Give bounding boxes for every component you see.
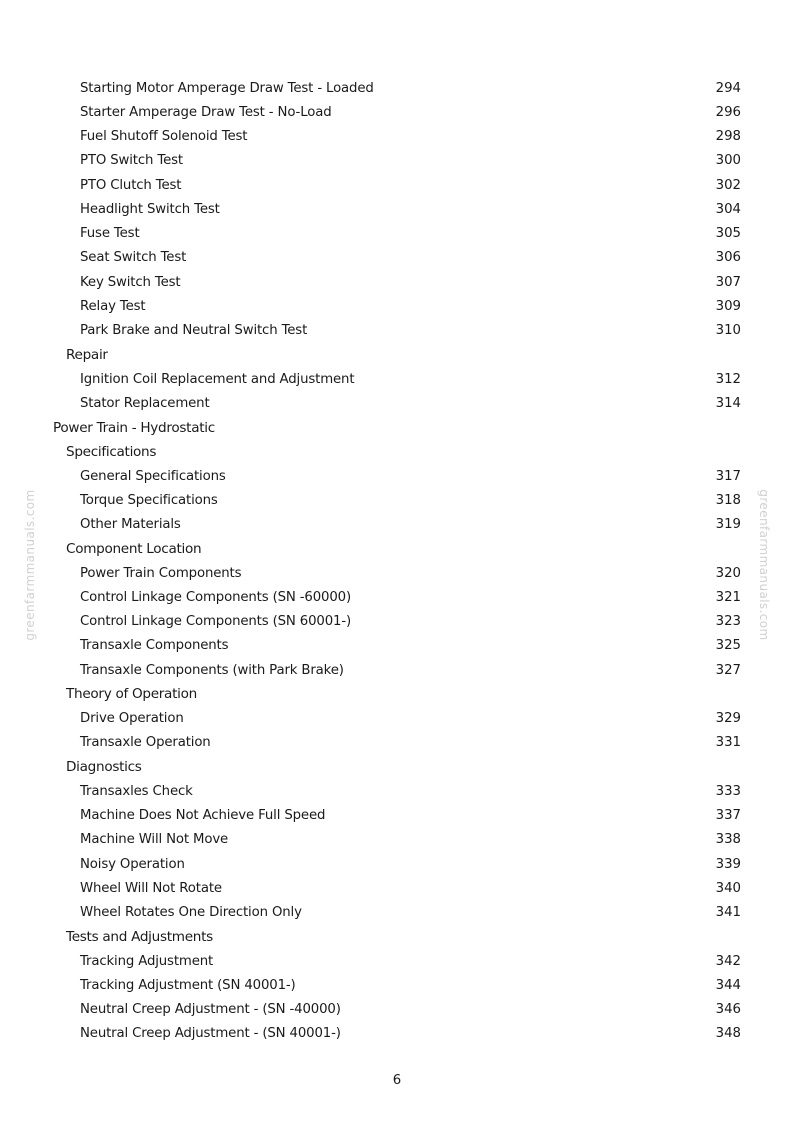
toc-entry-title: Starting Motor Amperage Draw Test - Loaded bbox=[80, 80, 374, 96]
toc-entry-page-number: 310 bbox=[715, 323, 741, 339]
toc-entry-page-number: 323 bbox=[715, 614, 741, 630]
toc-subsection-heading bbox=[0, 537, 794, 561]
toc-entry-page-number: 344 bbox=[715, 977, 741, 993]
toc-entry-page-number: 342 bbox=[715, 953, 741, 969]
toc-entry-title: Neutral Creep Adjustment - (SN 40001-) bbox=[80, 1026, 341, 1042]
toc-entry-title: Drive Operation bbox=[80, 711, 184, 727]
toc-entry-title: Repair bbox=[66, 346, 108, 363]
toc-entry-title: Component Location bbox=[66, 540, 202, 557]
toc-entry-page-number: 341 bbox=[715, 905, 741, 921]
toc-entry[interactable] bbox=[0, 949, 794, 973]
toc-entry-page-number: 317 bbox=[715, 468, 741, 484]
toc-entry-page-number: 337 bbox=[715, 808, 741, 824]
toc-entry-title: Seat Switch Test bbox=[80, 250, 187, 266]
toc-entry[interactable] bbox=[0, 876, 794, 900]
toc-entry-title: Ignition Coil Replacement and Adjustment bbox=[80, 371, 355, 387]
toc-entry[interactable] bbox=[0, 513, 794, 537]
toc-entry-page-number: 300 bbox=[715, 153, 741, 169]
toc-entry-title: Tracking Adjustment (SN 40001-) bbox=[80, 977, 296, 993]
toc-entry-page-number: 320 bbox=[715, 565, 741, 581]
toc-entry[interactable] bbox=[0, 367, 794, 391]
toc-entry-title: Machine Does Not Achieve Full Speed bbox=[80, 808, 326, 824]
toc-entry-page-number: 329 bbox=[715, 711, 741, 727]
toc-subsection-heading bbox=[0, 755, 794, 779]
toc-entry-page-number: 338 bbox=[715, 832, 741, 848]
toc-entry[interactable] bbox=[0, 585, 794, 609]
toc-entry-title: Transaxle Components (with Park Brake) bbox=[80, 662, 344, 678]
toc-entry[interactable] bbox=[0, 149, 794, 173]
toc-entry-title: Theory of Operation bbox=[66, 686, 197, 703]
toc-entry-page-number: 305 bbox=[715, 226, 741, 242]
toc-entry-title: Fuel Shutoff Solenoid Test bbox=[80, 129, 248, 145]
toc-entry-page-number: 312 bbox=[715, 371, 741, 387]
toc-entry-title: Wheel Will Not Rotate bbox=[80, 880, 222, 896]
toc-entry-title: Transaxle Operation bbox=[80, 735, 211, 751]
toc-entry-page-number: 348 bbox=[715, 1026, 741, 1042]
toc-entry-title: Other Materials bbox=[80, 517, 181, 533]
toc-subsection-heading bbox=[0, 925, 794, 949]
toc-entry[interactable] bbox=[0, 173, 794, 197]
toc-entry[interactable] bbox=[0, 779, 794, 803]
toc-entry-page-number: 327 bbox=[715, 662, 741, 678]
toc-entry-title: Headlight Switch Test bbox=[80, 201, 220, 217]
toc-entry-title: Machine Will Not Move bbox=[80, 832, 229, 848]
toc-entry-title: Power Train - Hydrostatic bbox=[53, 419, 215, 436]
toc-entry[interactable] bbox=[0, 1022, 794, 1046]
toc-entry[interactable] bbox=[0, 707, 794, 731]
toc-entry-title: Power Train Components bbox=[80, 565, 242, 581]
watermark-left: greenfarmmanuals.com bbox=[23, 489, 37, 641]
toc-entry-title: Transaxle Components bbox=[80, 638, 229, 654]
toc-subsection-heading bbox=[0, 440, 794, 464]
toc-entry[interactable] bbox=[0, 731, 794, 755]
toc-entry-page-number: 339 bbox=[715, 856, 741, 872]
toc-subsection-heading bbox=[0, 343, 794, 367]
toc-entry[interactable] bbox=[0, 634, 794, 658]
toc-entry[interactable] bbox=[0, 998, 794, 1022]
toc-entry-page-number: 302 bbox=[715, 177, 741, 193]
toc-entry-page-number: 298 bbox=[715, 129, 741, 145]
toc-entry[interactable] bbox=[0, 222, 794, 246]
toc-entry-title: Stator Replacement bbox=[80, 395, 210, 411]
toc-entry-title: Relay Test bbox=[80, 298, 146, 314]
toc-entry-page-number: 307 bbox=[715, 274, 741, 290]
toc-entry[interactable] bbox=[0, 852, 794, 876]
toc-entry[interactable] bbox=[0, 100, 794, 124]
toc-entry-title: PTO Clutch Test bbox=[80, 177, 182, 193]
toc-entry-page-number: 306 bbox=[715, 250, 741, 266]
toc-entry-title: Key Switch Test bbox=[80, 274, 181, 290]
toc-entry[interactable] bbox=[0, 658, 794, 682]
watermark-right: greenfarmmanuals.com bbox=[757, 489, 771, 641]
page-number: 6 bbox=[392, 1073, 402, 1088]
table-of-contents bbox=[0, 76, 794, 1046]
toc-entry-title: Tracking Adjustment bbox=[80, 953, 214, 969]
toc-entry-page-number: 325 bbox=[715, 638, 741, 654]
toc-entry-title: Torque Specifications bbox=[80, 492, 218, 508]
toc-entry[interactable] bbox=[0, 125, 794, 149]
toc-entry-title: General Specifications bbox=[80, 468, 226, 484]
toc-entry-page-number: 304 bbox=[715, 201, 741, 217]
toc-entry-title: Noisy Operation bbox=[80, 856, 185, 872]
toc-entry-page-number: 296 bbox=[715, 104, 741, 120]
toc-entry[interactable] bbox=[0, 610, 794, 634]
toc-entry-title: Tests and Adjustments bbox=[66, 928, 213, 945]
toc-entry-title: Neutral Creep Adjustment - (SN -40000) bbox=[80, 1002, 341, 1018]
toc-entry[interactable] bbox=[0, 828, 794, 852]
toc-entry-title: Diagnostics bbox=[66, 759, 142, 776]
toc-entry[interactable] bbox=[0, 561, 794, 585]
toc-entry-page-number: 318 bbox=[715, 492, 741, 508]
toc-entry-page-number: 309 bbox=[715, 298, 741, 314]
toc-entry[interactable] bbox=[0, 901, 794, 925]
toc-entry-title: Starter Amperage Draw Test - No-Load bbox=[80, 104, 332, 120]
toc-entry[interactable] bbox=[0, 197, 794, 221]
toc-entry-page-number: 333 bbox=[715, 783, 741, 799]
toc-entry[interactable] bbox=[0, 246, 794, 270]
toc-subsection-heading bbox=[0, 682, 794, 706]
toc-entry-title: Park Brake and Neutral Switch Test bbox=[80, 323, 308, 339]
toc-entry-page-number: 294 bbox=[715, 80, 741, 96]
toc-entry-page-number: 319 bbox=[715, 517, 741, 533]
toc-entry-title: PTO Switch Test bbox=[80, 153, 183, 169]
toc-entry-title: Control Linkage Components (SN 60001-) bbox=[80, 614, 352, 630]
toc-entry[interactable] bbox=[0, 319, 794, 343]
toc-entry-page-number: 346 bbox=[715, 1002, 741, 1018]
toc-entry-page-number: 321 bbox=[715, 589, 741, 605]
toc-entry[interactable] bbox=[0, 804, 794, 828]
toc-entry-page-number: 314 bbox=[715, 395, 741, 411]
toc-entry-page-number: 340 bbox=[715, 880, 741, 896]
toc-entry[interactable] bbox=[0, 76, 794, 100]
toc-entry-title: Fuse Test bbox=[80, 226, 140, 242]
toc-entry[interactable] bbox=[0, 270, 794, 294]
toc-entry-title: Specifications bbox=[66, 443, 157, 460]
toc-entry-title: Transaxles Check bbox=[80, 783, 193, 799]
toc-entry-title: Control Linkage Components (SN -60000) bbox=[80, 589, 352, 605]
toc-section-heading bbox=[0, 416, 794, 440]
toc-entry-title: Wheel Rotates One Direction Only bbox=[80, 905, 302, 921]
toc-entry[interactable] bbox=[0, 488, 794, 512]
toc-entry-page-number: 331 bbox=[715, 735, 741, 751]
toc-entry[interactable] bbox=[0, 464, 794, 488]
toc-entry[interactable] bbox=[0, 391, 794, 415]
toc-entry[interactable] bbox=[0, 294, 794, 318]
toc-entry[interactable] bbox=[0, 973, 794, 997]
